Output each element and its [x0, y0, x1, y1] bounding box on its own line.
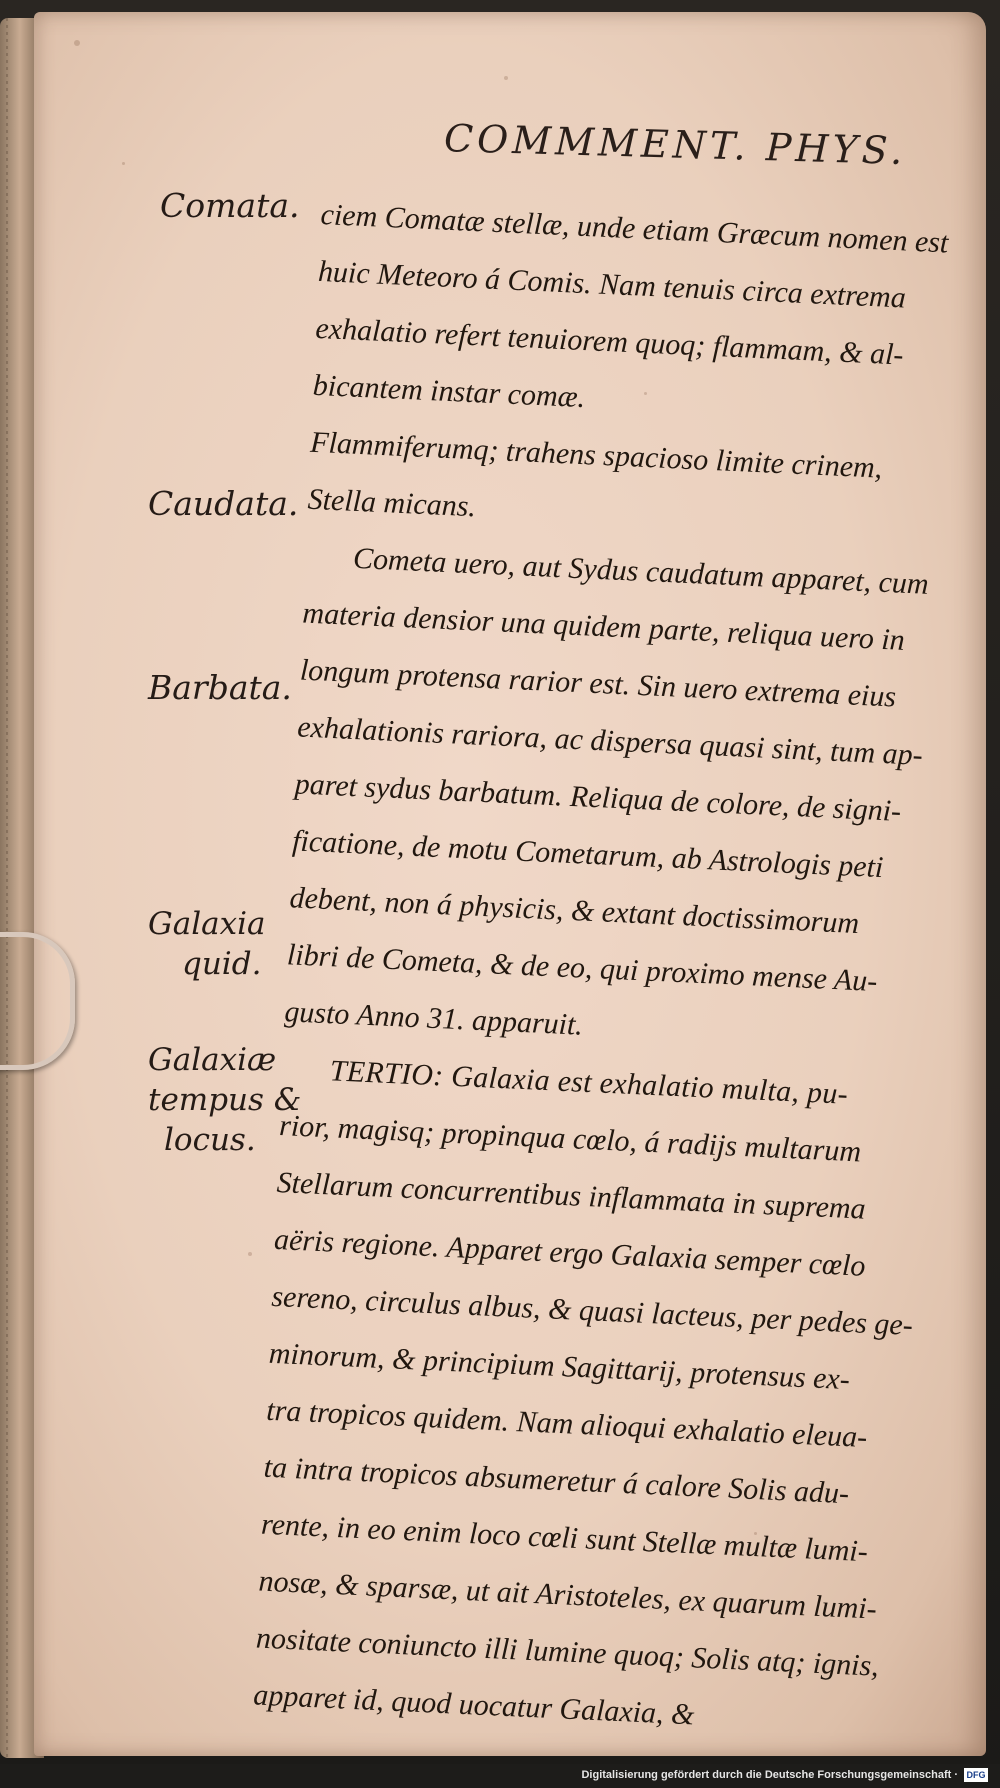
text-line: TERTIO: Galaxia est exhalatio multa, pu-: [329, 1054, 849, 1111]
text-line: Stellarum concurrentibus inflammata in suprema: [276, 1165, 867, 1226]
text-line: rior, magisq; propinqua cœlo, á radijs multarum: [278, 1109, 862, 1169]
text-line: exhalatio refert tenuiorem quoq; flammam, & al-: [314, 311, 905, 372]
text-line: materia densior una quidem parte, reliqua uero in: [301, 596, 906, 657]
text-line: minorum, & principium Sagittarij, protensus ex-: [268, 1336, 851, 1397]
text-line: sereno, circulus albus, & quasi lacteus, per pedes ge-: [270, 1279, 914, 1342]
text-line: paret sydus barbatum. Reliqua de colore, de signi-: [294, 767, 902, 828]
text-line: bicantem instar comæ.: [312, 368, 586, 415]
digitization-credit: Digitalisierung gefördert durch die Deutsche Forschungsgemeinschaft ·: [581, 1769, 958, 1781]
margin-note-quid: quid.: [182, 946, 262, 982]
text-line: ta intra tropicos absumeretur á calore Solis adu-: [263, 1450, 850, 1511]
text-line: ficatione, de motu Cometarum, ab Astrologis peti: [291, 824, 885, 885]
margin-note-galaxiae: Galaxiæ: [148, 1042, 277, 1078]
text-line: longum protensa rarior est. Sin uero extrema eius: [299, 653, 897, 714]
margin-note-caudata: Caudata.: [148, 484, 299, 523]
text-line: nositate coniuncto illi lumine quoq; Solis atq; ignis,: [255, 1621, 880, 1683]
running-head: COMMMENT. PHYS.: [443, 116, 907, 174]
text-line: Cometa uero, aut Sydus caudatum apparet, cum: [352, 541, 930, 601]
dfg-logo-icon: DFG: [964, 1768, 988, 1782]
text-line: gusto Anno 31. apparuit.: [283, 995, 584, 1042]
margin-note-locus: locus.: [164, 1122, 256, 1158]
body-text: [252, 186, 991, 1754]
text-line: Stella micans.: [307, 482, 477, 524]
text-line: Flammiferumq; trahens spacioso limite crinem,: [309, 425, 883, 485]
text-line: aëris regione. Apparet ergo Galaxia semper cœlo: [273, 1222, 867, 1283]
text-line: tra tropicos quidem. Nam alioqui exhalatio eleua-: [265, 1393, 868, 1454]
margin-note-tempus: tempus &: [148, 1082, 302, 1118]
margin-note-barbata: Barbata.: [148, 668, 292, 707]
text-line: rente, in eo enim loco cœli sunt Stellæ multæ lumi-: [260, 1507, 869, 1569]
margin-note-comata: Comata.: [160, 186, 300, 225]
text-line: huic Meteoro á Comis. Nam tenuis circa extrema: [317, 254, 907, 315]
text-line: apparet id, quod uocatur Galaxia, &: [252, 1678, 696, 1732]
text-line: nosæ, & sparsæ, ut ait Aristoteles, ex quarum lumi-: [257, 1564, 878, 1626]
margin-note-galaxia-quid: [148, 904, 266, 984]
margin-note-galaxia: Galaxia: [148, 906, 266, 942]
text-line: exhalationis rariora, ac dispersa quasi sint, tum ap-: [296, 710, 924, 772]
book-clasp: [0, 932, 75, 1070]
text-line: ciem Comatæ stellæ, unde etiam Græcum nomen est: [319, 197, 950, 260]
text-line: libri de Cometa, & de eo, qui proximo mense Au-: [286, 938, 878, 998]
text-line: debent, non á physicis, & extant doctissimorum: [288, 881, 860, 941]
